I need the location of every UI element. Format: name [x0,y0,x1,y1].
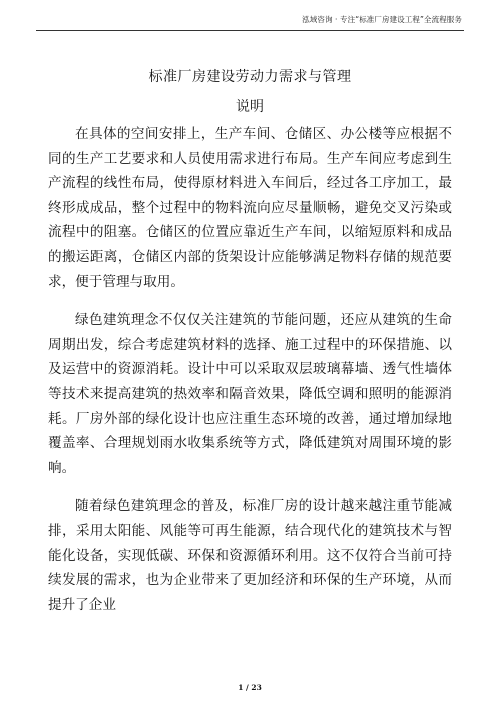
paragraph: 在具体的空间安排上，生产车间、仓储区、办公楼等应根据不同的生产工艺要求和人员使用需求进行布局。生产车间应考虑到生产流程的线性布局，使得原材料进入车间后，经过各工序加工，最终形成成品，整个过程中的物料流向应尽量顺畅，避免交叉污染或流程中的阻塞。仓储区的位置应靠近生产车间，以缩短原料和成品的搬运距离，仓储区内部的货架设计应能够满足物料存储的规范要求，便于管理与取用。 [48,126,452,290]
page-header: 泓域咨询 · 专注“标准厂房建设工程”全流程服务 [302,15,462,24]
paragraph: 绿色建筑理念不仅仅关注建筑的节能问题，还应从建筑的生命周期出发，综合考虑建筑材料的选择、施工过程中的环保措施、以及运营中的资源消耗。设计中可以采取双层玻璃幕墙、透气性墙体等技术来提高建筑的热效率和隔音效果，降低空调和照明的能源消耗。厂房外部的绿化设计也应注重生态环境的改善，通过增加绿地覆盖率、合理规划雨水收集系统等方式，降低建筑对周围环境的影响。 [48,312,452,476]
section-heading: 说明 [236,99,264,115]
header-divider [36,30,464,31]
paragraph: 随着绿色建筑理念的普及，标准厂房的设计越来越注重节能减排，采用太阳能、风能等可再生能源，结合现代化的建筑技术与智能化设备，实现低碳、环保和资源循环利用。这不仅符合当前可持续发展的需求，也为企业带来了更加经济和环保的生产环境，从而提升了企业 [48,498,452,613]
page-number: 1 / 23 [238,683,262,692]
document-title: 标准厂房建设劳动力需求与管理 [148,69,352,85]
body-text [48,122,452,631]
